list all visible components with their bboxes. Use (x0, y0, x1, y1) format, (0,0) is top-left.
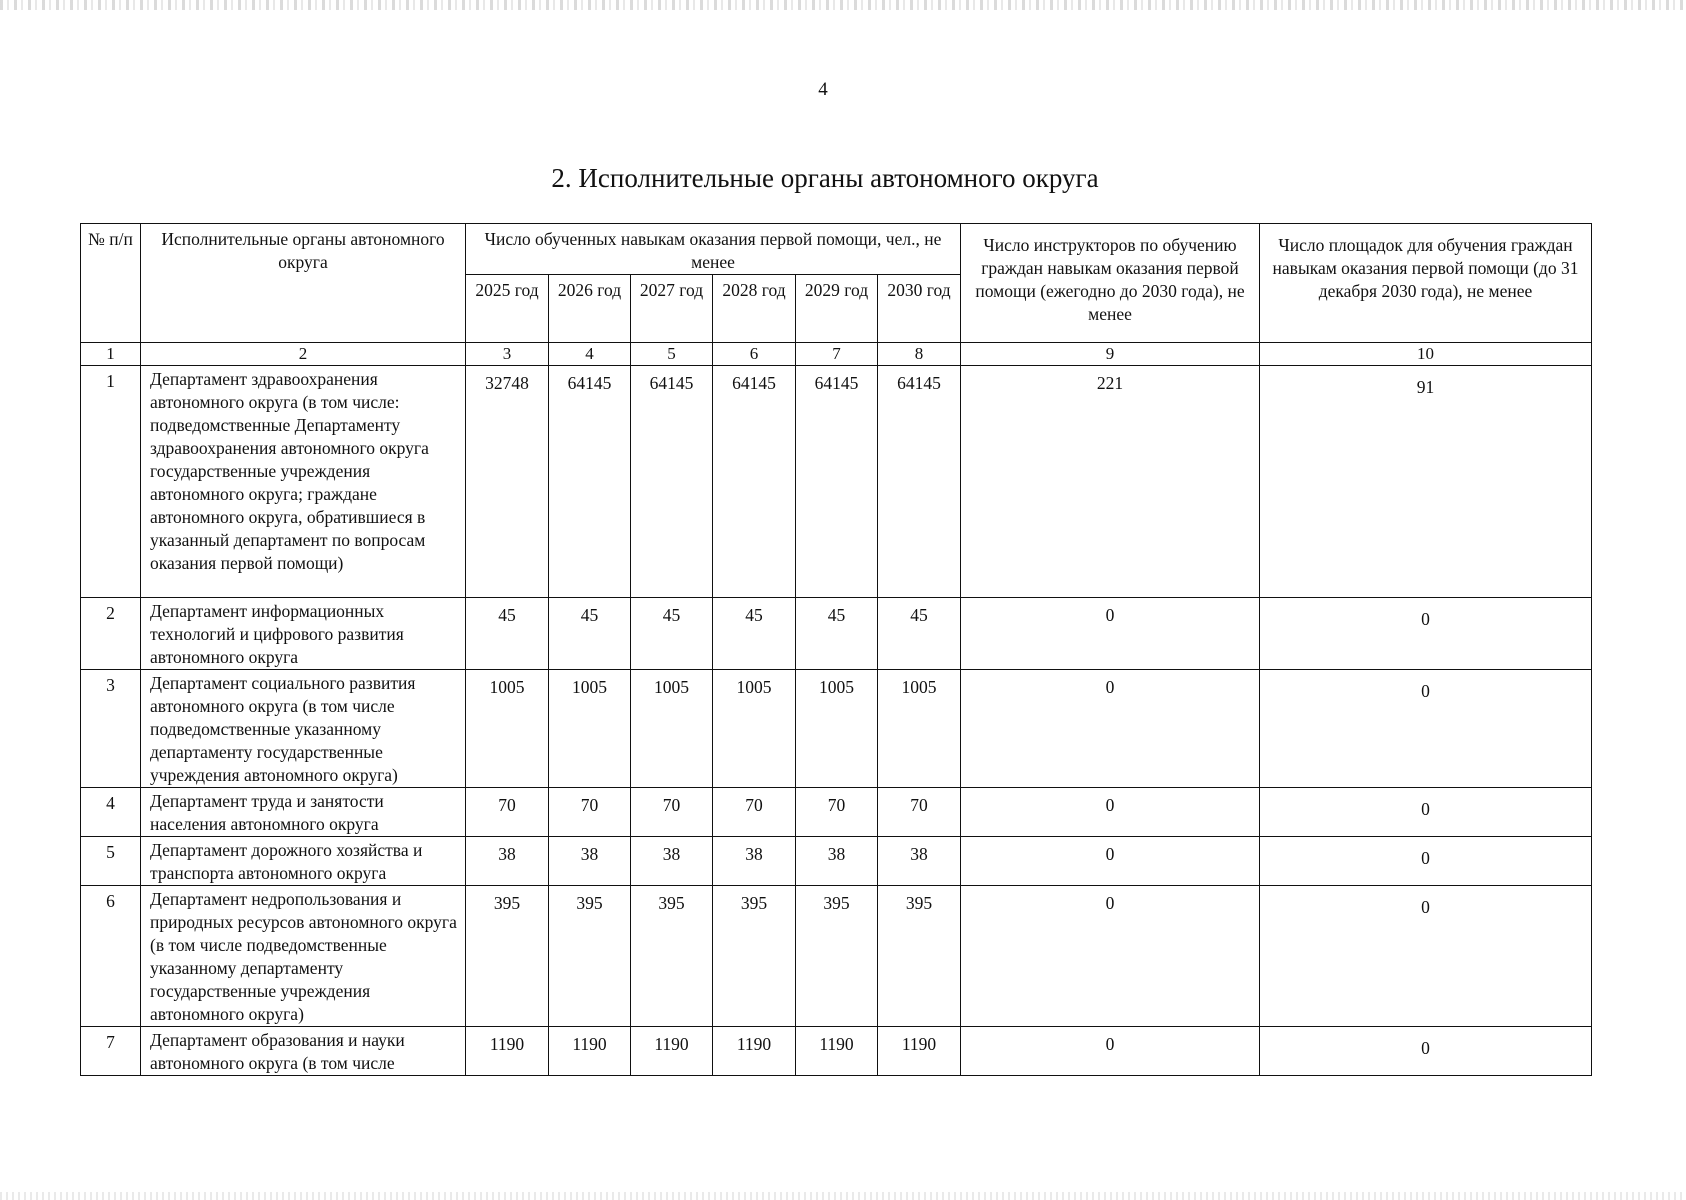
row-value: 70 (549, 788, 631, 837)
row-org-name: Департамент социального развития автономного округа (в том числе подведомственные указанному департаменту государственные учреждения автономного округа) (141, 670, 466, 788)
page-number: 4 (818, 79, 828, 100)
row-org-name: Департамент недропользования и природных ресурсов автономного округа (в том числе подведомственные указанному департаменту государственные учреждения автономного округа) (141, 886, 466, 1027)
row-value: 32748 (466, 366, 549, 598)
row-instructors: 221 (961, 366, 1260, 598)
table-row (81, 366, 1592, 598)
row-value: 64145 (549, 366, 631, 598)
row-value: 45 (466, 598, 549, 670)
row-value: 64145 (878, 366, 961, 598)
header-year: 2026 год (549, 275, 631, 343)
row-value: 395 (796, 886, 878, 1027)
row-sites: 0 (1260, 598, 1592, 670)
row-value: 395 (631, 886, 713, 1027)
header-num: № п/п (81, 224, 141, 343)
row-value: 64145 (796, 366, 878, 598)
table-row (81, 670, 1592, 788)
row-value: 38 (631, 837, 713, 886)
column-number-row (81, 343, 1592, 366)
row-value: 45 (796, 598, 878, 670)
column-number: 10 (1260, 343, 1592, 366)
header-sites: Число площадок для обучения граждан навыкам оказания первой помощи (до 31 декабря 2030 года), не менее (1260, 224, 1592, 343)
column-number: 4 (549, 343, 631, 366)
row-value: 1190 (631, 1027, 713, 1076)
row-value: 1005 (549, 670, 631, 788)
row-value: 1190 (796, 1027, 878, 1076)
column-number: 7 (796, 343, 878, 366)
row-value: 395 (549, 886, 631, 1027)
header-trained: Число обученных навыкам оказания первой помощи, чел., не менее (466, 224, 961, 275)
column-number: 1 (81, 343, 141, 366)
row-instructors: 0 (961, 1027, 1260, 1076)
row-value: 1005 (631, 670, 713, 788)
header-year: 2025 год (466, 275, 549, 343)
scan-edge-top (0, 0, 1686, 10)
row-sites: 0 (1260, 837, 1592, 886)
row-org-name: Департамент дорожного хозяйства и транспорта автономного округа (141, 837, 466, 886)
header-year: 2029 год (796, 275, 878, 343)
row-value: 1005 (878, 670, 961, 788)
row-value: 38 (549, 837, 631, 886)
row-value: 45 (713, 598, 796, 670)
table-row (81, 598, 1592, 670)
table-row (81, 788, 1592, 837)
row-value: 1005 (713, 670, 796, 788)
row-value: 64145 (713, 366, 796, 598)
header-org: Исполнительные органы автономного округа (141, 224, 466, 343)
row-value: 395 (466, 886, 549, 1027)
executive-bodies-table (80, 223, 1592, 1076)
row-instructors: 0 (961, 670, 1260, 788)
table-row (81, 837, 1592, 886)
row-org-name: Департамент информационных технологий и цифрового развития автономного округа (141, 598, 466, 670)
row-index: 4 (81, 788, 141, 837)
row-index: 7 (81, 1027, 141, 1076)
row-value: 1190 (549, 1027, 631, 1076)
row-index: 1 (81, 366, 141, 598)
row-org-name: Департамент здравоохранения автономного округа (в том числе: подведомственные Департаменту здравоохранения автономного округа государственные учреждения автономного округа; граждане автономного округа, обратившиеся в указанный департамент по вопросам оказания первой помощи) (141, 366, 466, 598)
row-value: 38 (878, 837, 961, 886)
column-number: 5 (631, 343, 713, 366)
row-sites: 0 (1260, 1027, 1592, 1076)
row-value: 1005 (796, 670, 878, 788)
row-value: 1190 (713, 1027, 796, 1076)
header-instructors: Число инструкторов по обучению граждан навыкам оказания первой помощи (ежегодно до 2030 года), не менее (961, 224, 1260, 343)
row-value: 70 (796, 788, 878, 837)
column-number: 2 (141, 343, 466, 366)
row-instructors: 0 (961, 598, 1260, 670)
row-sites: 0 (1260, 788, 1592, 837)
row-value: 70 (878, 788, 961, 837)
header-year: 2030 год (878, 275, 961, 343)
column-number: 3 (466, 343, 549, 366)
column-number: 8 (878, 343, 961, 366)
row-value: 45 (631, 598, 713, 670)
row-value: 70 (466, 788, 549, 837)
row-sites: 0 (1260, 670, 1592, 788)
column-number: 9 (961, 343, 1260, 366)
row-value: 395 (878, 886, 961, 1027)
row-value: 70 (713, 788, 796, 837)
table-row (81, 1027, 1592, 1076)
row-value: 45 (878, 598, 961, 670)
row-org-name: Департамент труда и занятости населения автономного округа (141, 788, 466, 837)
row-index: 2 (81, 598, 141, 670)
row-value: 38 (466, 837, 549, 886)
row-org-name: Департамент образования и науки автономного округа (в том числе (141, 1027, 466, 1076)
row-instructors: 0 (961, 788, 1260, 837)
row-value: 45 (549, 598, 631, 670)
column-number: 6 (713, 343, 796, 366)
row-value: 38 (713, 837, 796, 886)
row-value: 1005 (466, 670, 549, 788)
row-value: 1190 (466, 1027, 549, 1076)
row-instructors: 0 (961, 837, 1260, 886)
header-year: 2028 год (713, 275, 796, 343)
row-value: 38 (796, 837, 878, 886)
header-year: 2027 год (631, 275, 713, 343)
row-index: 3 (81, 670, 141, 788)
scan-edge-bottom (0, 1192, 1686, 1200)
row-value: 70 (631, 788, 713, 837)
row-value: 64145 (631, 366, 713, 598)
row-sites: 0 (1260, 886, 1592, 1027)
row-value: 395 (713, 886, 796, 1027)
row-value: 1190 (878, 1027, 961, 1076)
row-instructors: 0 (961, 886, 1260, 1027)
table-row (81, 886, 1592, 1027)
row-index: 5 (81, 837, 141, 886)
row-index: 6 (81, 886, 141, 1027)
row-sites: 91 (1260, 366, 1592, 598)
header-row-1 (81, 224, 1592, 275)
section-title: 2. Исполнительные органы автономного округа (551, 163, 1099, 193)
